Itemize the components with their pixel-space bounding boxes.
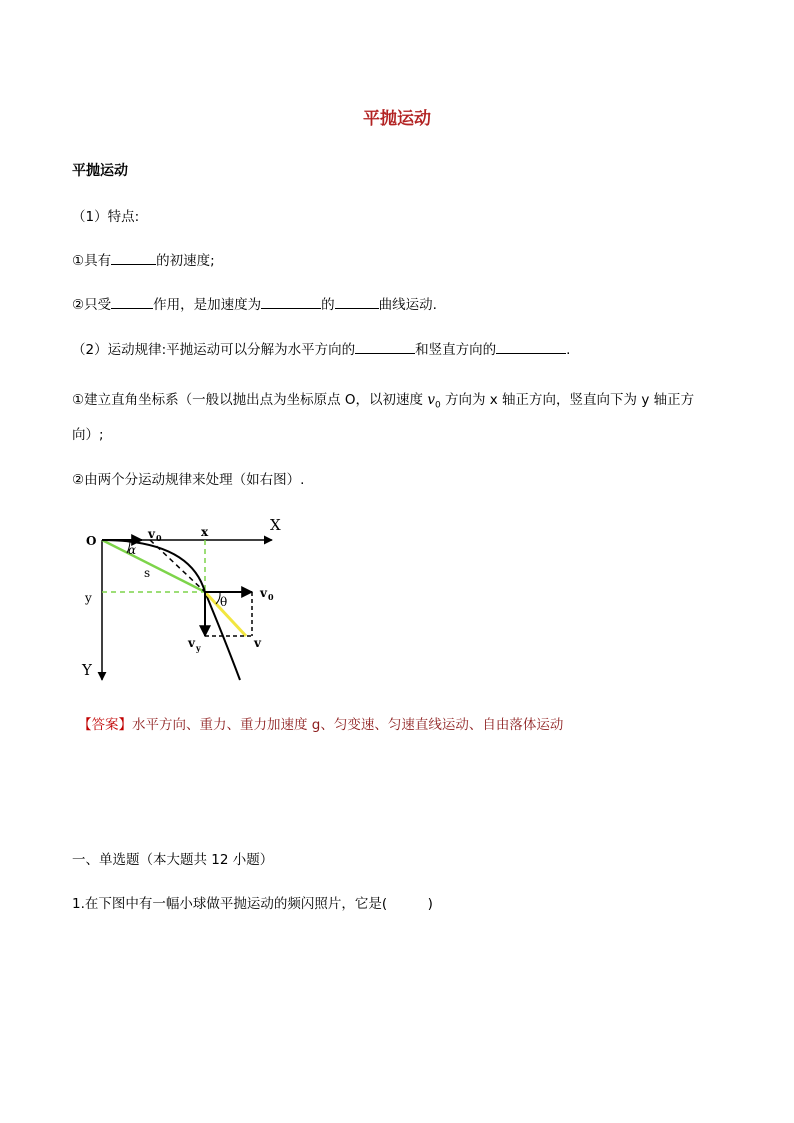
feature-1-before: ①具有 bbox=[72, 253, 112, 269]
blank-3 bbox=[261, 296, 321, 309]
blank-5 bbox=[355, 341, 415, 354]
coord-a: ①建立直角坐标系（一般以抛出点为坐标原点 O，以初速度 bbox=[72, 392, 428, 408]
label-x: x bbox=[201, 525, 209, 539]
law-line bbox=[72, 338, 570, 358]
feature-2-c: 的 bbox=[321, 297, 335, 313]
label-y: y bbox=[85, 591, 92, 605]
coord-line-2: 向）; bbox=[72, 427, 104, 443]
features-label: （1）特点: bbox=[72, 209, 140, 225]
label-v0-right-sub: 0 bbox=[268, 592, 274, 602]
label-v0-top-sub: 0 bbox=[156, 533, 162, 543]
feature-2-d: 曲线运动. bbox=[378, 297, 437, 313]
decompose-line: ②由两个分运动规律来处理（如右图）. bbox=[72, 472, 305, 488]
feature-line-1 bbox=[72, 249, 215, 269]
label-v: v bbox=[254, 636, 261, 650]
label-s: s bbox=[144, 566, 151, 580]
blank-1 bbox=[111, 252, 156, 265]
law-a: （2）运动规律:平抛运动可以分解为水平方向的 bbox=[72, 342, 356, 358]
law-b: 和竖直方向的 bbox=[415, 342, 497, 358]
law-c: . bbox=[566, 342, 571, 358]
tangent-line bbox=[150, 540, 205, 592]
feature-1-after: 的初速度; bbox=[156, 253, 215, 269]
answer-text: 水平方向、重力、重力加速度 g、匀变速、匀速直线运动、自由落体运动 bbox=[132, 717, 564, 733]
coord-line-1 bbox=[72, 388, 694, 411]
label-origin: O bbox=[86, 534, 97, 548]
question-1: 1.在下图中有一幅小球做平抛运动的频闪照片，它是( ) bbox=[72, 896, 433, 912]
label-X-axis: X bbox=[270, 516, 281, 534]
coord-v: v bbox=[427, 392, 435, 408]
blank-4 bbox=[335, 296, 379, 309]
blank-6 bbox=[496, 341, 566, 354]
feature-2-b: 作用，是加速度为 bbox=[153, 297, 262, 313]
coord-b: 方向为 x 轴正方向，竖直向下为 y 轴正方 bbox=[440, 392, 695, 408]
page-title: 平抛运动 bbox=[363, 109, 431, 129]
section-heading: 平抛运动 bbox=[72, 163, 128, 179]
feature-line-2 bbox=[72, 293, 437, 313]
label-theta: θ bbox=[220, 595, 228, 609]
label-v0-top: v bbox=[148, 527, 155, 541]
answer-line bbox=[78, 713, 563, 733]
projectile-diagram bbox=[80, 510, 300, 685]
label-alpha: α bbox=[128, 543, 137, 557]
label-Y-axis: Y bbox=[82, 661, 92, 679]
section-single-choice: 一、单选题（本大题共 12 小题） bbox=[72, 852, 274, 868]
label-vy-sub: y bbox=[196, 643, 201, 653]
label-vy: v bbox=[188, 636, 195, 650]
blank-2 bbox=[111, 296, 153, 309]
feature-2-a: ②只受 bbox=[72, 297, 112, 313]
label-v0-right: v bbox=[260, 586, 267, 600]
answer-tag: 【答案】 bbox=[78, 717, 132, 733]
coord-v-sub: 0 bbox=[434, 400, 441, 411]
trajectory-curve bbox=[102, 540, 240, 680]
